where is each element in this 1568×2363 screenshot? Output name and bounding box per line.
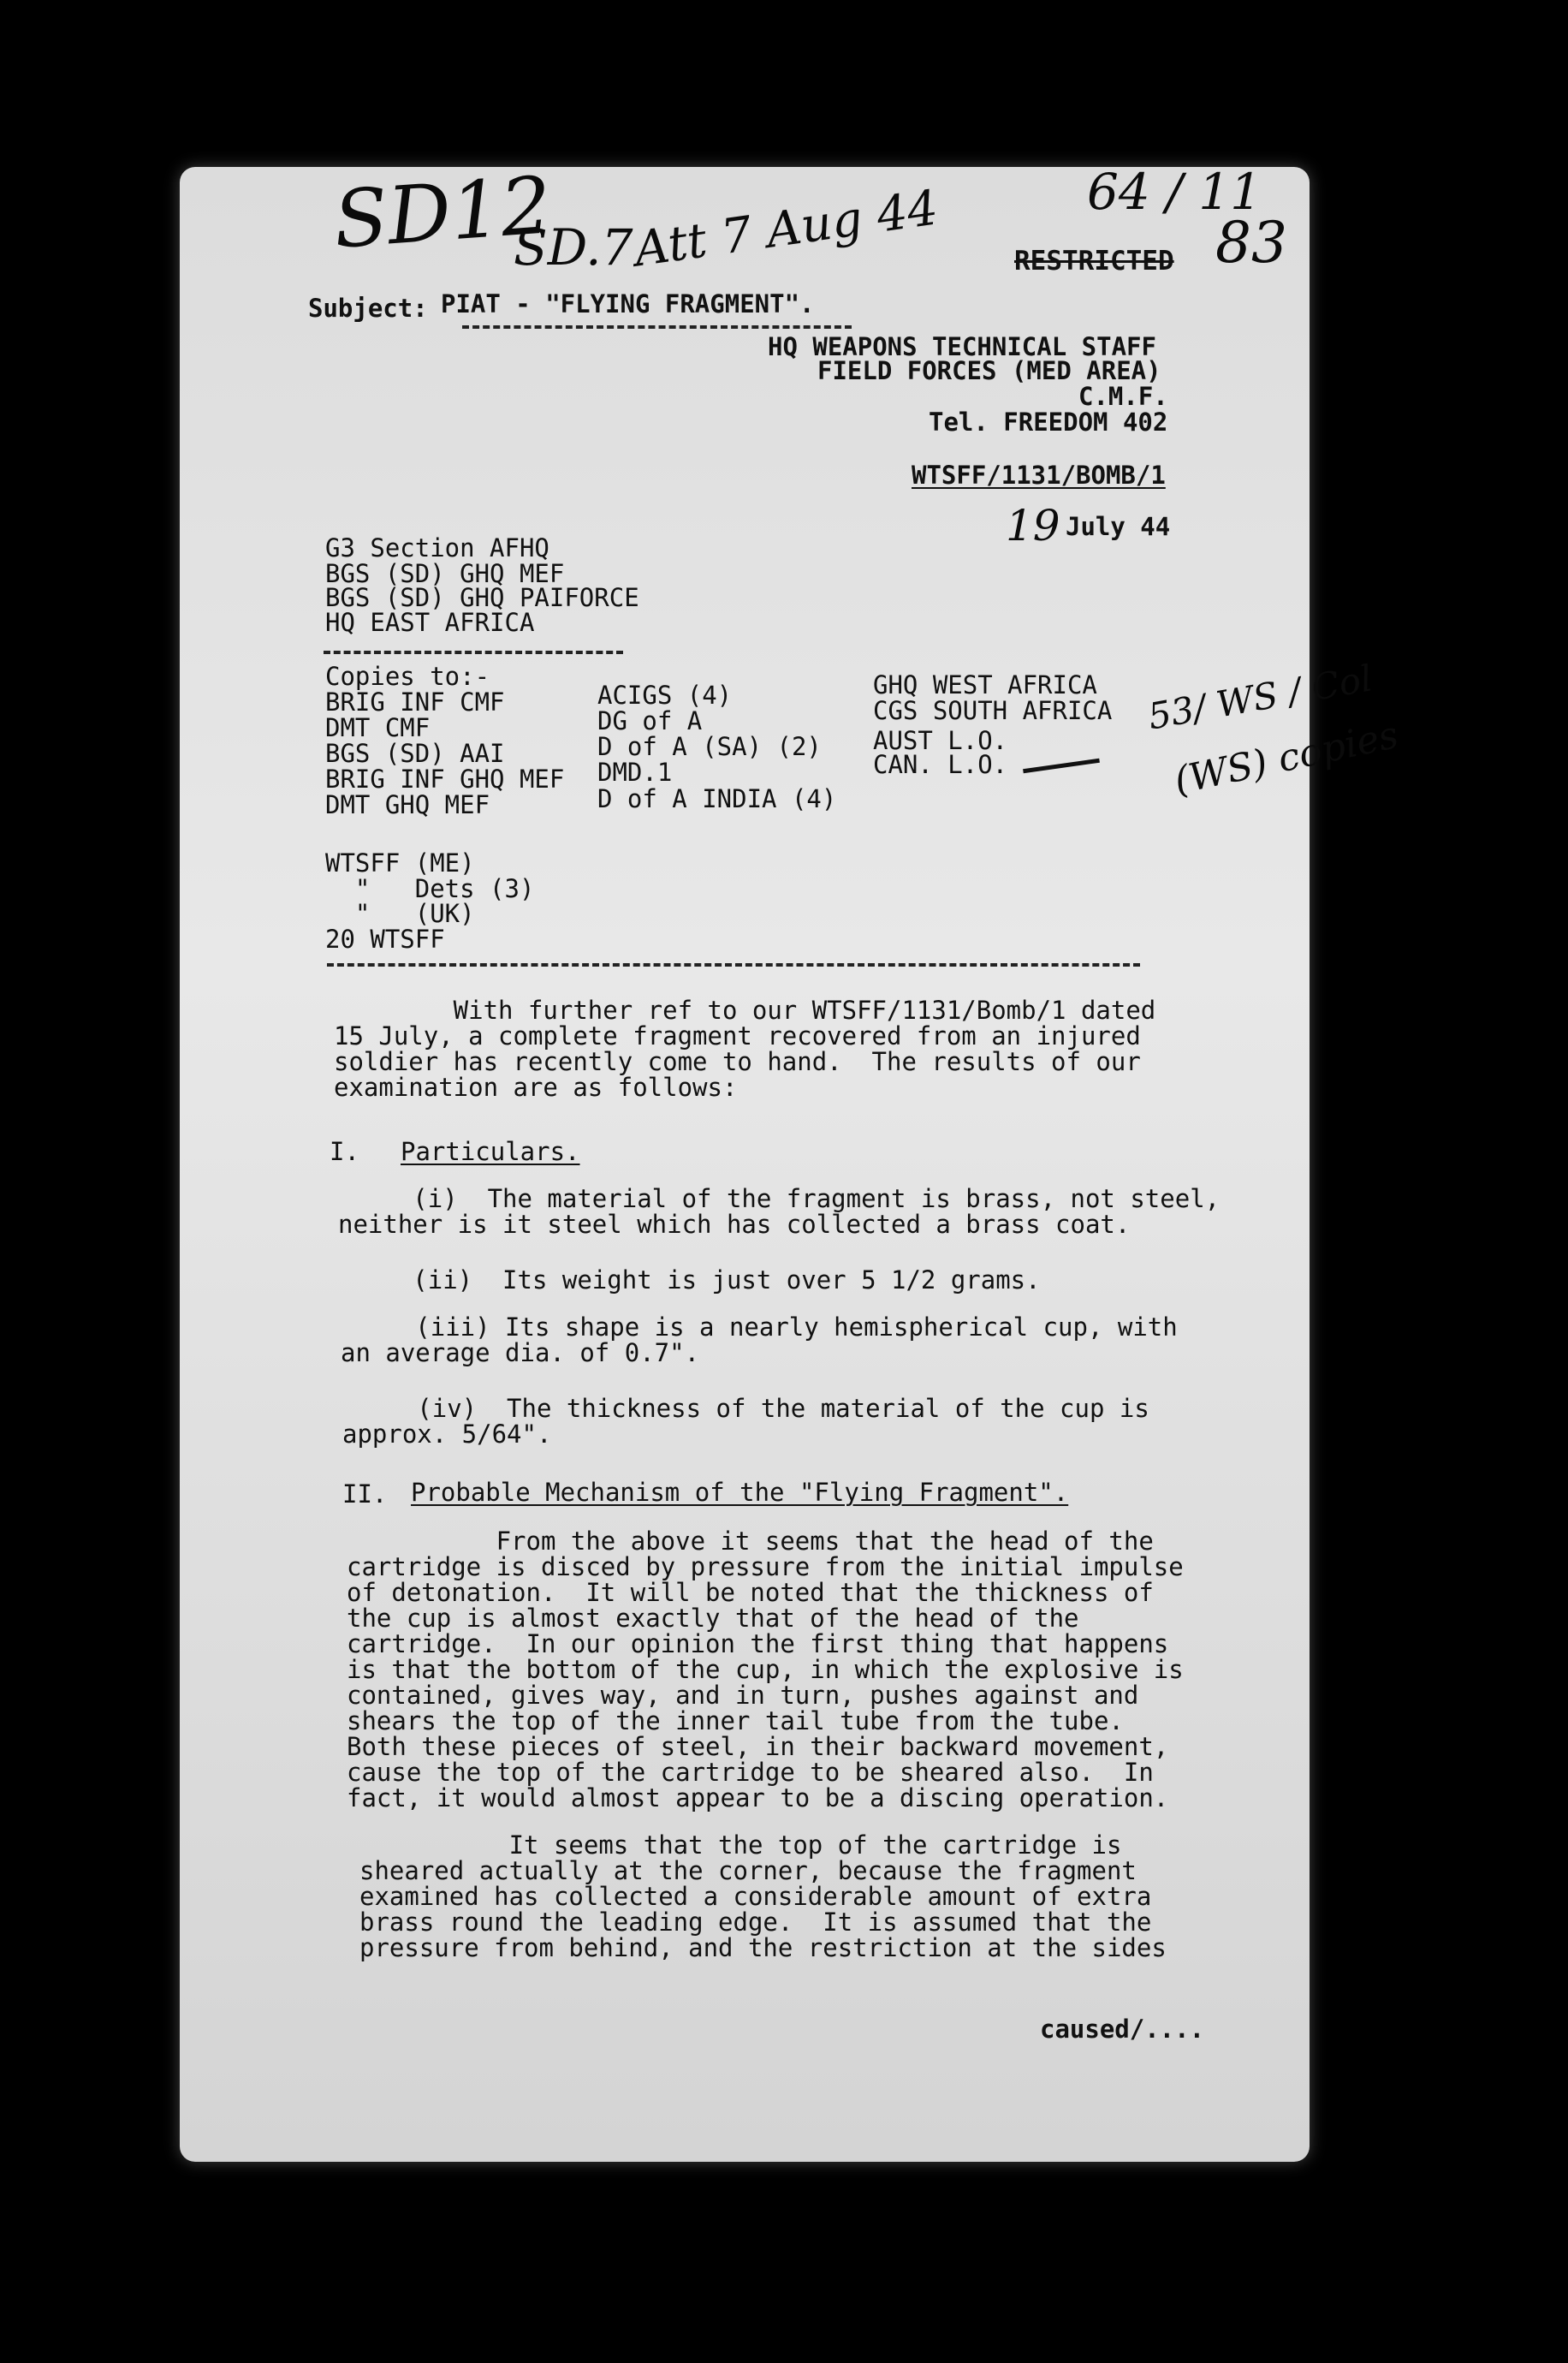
shearing-line: examined has collected a considerable amount of extra <box>359 1882 1152 1911</box>
section-2-number: II. <box>342 1479 388 1509</box>
internal-copy-1: WTSFF (ME) <box>325 848 475 878</box>
subject-title: PIAT - "FLYING FRAGMENT". <box>441 289 815 318</box>
section-1-title: Particulars. <box>401 1137 580 1166</box>
copies-col3-3: AUST L.O. <box>873 726 1008 755</box>
handwritten-day: 19 <box>1006 501 1060 551</box>
item-iv-line: approx. 5/64". <box>342 1420 552 1449</box>
item-iv <box>342 1396 1149 1447</box>
copies-label: Copies to:- <box>325 662 490 691</box>
item-i <box>338 1186 1220 1237</box>
copies-col1-1: BRIG INF CMF <box>325 687 505 717</box>
item-iii <box>341 1314 1178 1366</box>
item-iv-line: (iv) The thickness of the material of the cup is <box>342 1394 1149 1423</box>
mechanism-line: cause the top of the cartridge to be sheared also. In <box>347 1758 1154 1787</box>
document-date: July 44 <box>1066 512 1171 541</box>
subject-prefix: Subject: <box>308 294 428 323</box>
mechanism-line: cartridge. In our opinion the first thing that happens <box>347 1629 1169 1658</box>
addressee-4: HQ EAST AFRICA <box>325 608 535 637</box>
mechanism-line: From the above it seems that the head of the <box>347 1527 1154 1556</box>
continuation-marker: caused/.... <box>1040 2015 1205 2044</box>
addressee-2: BGS (SD) GHQ MEF <box>325 559 565 588</box>
shearing-line: pressure from behind, and the restriction at the sides <box>359 1933 1167 1962</box>
handwritten-ref-sd12: SD12 <box>330 159 555 266</box>
intro-line: 15 July, a complete fragment recovered from an injured <box>334 1021 1141 1051</box>
org-line-4: Tel. FREEDOM 402 <box>929 408 1168 437</box>
org-line-1: HQ WEAPONS TECHNICAL STAFF <box>768 332 1156 361</box>
mechanism-line: the cup is almost exactly that of the head of the <box>347 1604 1079 1633</box>
addressee-divider <box>324 651 623 654</box>
copies-col1-4: BRIG INF GHQ MEF <box>325 765 565 794</box>
shearing-paragraph <box>359 1832 1167 1961</box>
handwritten-ref-date: Att 7 Aug 44 <box>631 180 941 278</box>
copies-col1-2: DMT CMF <box>325 713 431 742</box>
item-ii: (ii) Its weight is just over 5 1/2 grams. <box>338 1265 1041 1295</box>
section-1-number: I. <box>330 1137 359 1166</box>
handwritten-file-number: 64 / 11 <box>1087 163 1262 221</box>
mechanism-line: shears the top of the inner tail tube from the tube. <box>347 1706 1124 1735</box>
addressee-1: G3 Section AFHQ <box>325 533 549 562</box>
copies-col3-2: CGS SOUTH AFRICA <box>873 696 1113 725</box>
item-i-line: (i) The material of the fragment is brass, not steel, <box>338 1184 1221 1213</box>
section-2-title: Probable Mechanism of the "Flying Fragment". <box>411 1478 1069 1507</box>
intro-line: With further ref to our WTSFF/1131/Bomb/1 dated <box>334 996 1156 1025</box>
intro-line: examination are as follows: <box>334 1073 738 1102</box>
org-line-3: C.M.F. <box>1078 382 1168 411</box>
mechanism-line: contained, gives way, and in turn, pushes against and <box>347 1681 1139 1710</box>
mechanism-paragraph <box>347 1528 1184 1811</box>
mechanism-line: fact, it would almost appear to be a discing operation. <box>347 1783 1169 1812</box>
handwritten-margin-note: 53/ WS / Col <box>1144 657 1375 738</box>
addressee-3: BGS (SD) GHQ PAIFORCE <box>325 583 639 612</box>
mechanism-line: of detonation. It will be noted that the thickness of <box>347 1578 1154 1607</box>
copies-col1-3: BGS (SD) AAI <box>325 739 505 768</box>
mechanism-line: cartridge is disced by pressure from the initial impulse <box>347 1552 1184 1581</box>
org-line-2: FIELD FORCES (MED AREA) <box>817 356 1161 385</box>
copies-col2-1: ACIGS (4) <box>597 681 733 710</box>
handwritten-margin-note-2: (WS) copies <box>1170 712 1403 804</box>
copies-col3-1: GHQ WEST AFRICA <box>873 670 1097 699</box>
shearing-line: It seems that the top of the cartridge is <box>359 1830 1122 1860</box>
shearing-line: sheared actually at the corner, because the fragment <box>359 1856 1137 1885</box>
copies-col2-2: DG of A <box>597 706 703 735</box>
internal-copy-3: " (UK) <box>325 899 475 928</box>
shearing-line: brass round the leading edge. It is assumed that the <box>359 1908 1152 1937</box>
internal-copy-4: 20 WTSFF <box>325 925 445 954</box>
handwritten-folio-number: 83 <box>1215 210 1287 276</box>
copies-col2-5: D of A INDIA (4) <box>597 784 837 813</box>
subject-underline <box>462 325 852 329</box>
mechanism-line: Both these pieces of steel, in their backward movement, <box>347 1732 1169 1761</box>
mechanism-line: is that the bottom of the cup, in which the explosive is <box>347 1655 1184 1684</box>
internal-copy-2: " Dets (3) <box>325 874 535 903</box>
handwritten-ref-sd7: SD.7 <box>514 218 633 277</box>
item-i-line: neither is it steel which has collected a brass coat. <box>338 1210 1131 1239</box>
reference-number: WTSFF/1131/BOMB/1 <box>912 461 1166 490</box>
item-iii-line: (iii) Its shape is a nearly hemispherical cup, with <box>341 1312 1178 1342</box>
copies-divider <box>327 963 1140 967</box>
classification-marking: RESTRICTED <box>1014 246 1174 277</box>
copies-col2-4: DMD.1 <box>597 758 673 787</box>
copies-col1-5: DMT GHQ MEF <box>325 790 490 819</box>
item-iii-line: an average dia. of 0.7". <box>341 1338 700 1367</box>
intro-paragraph <box>334 997 1155 1100</box>
copies-col2-3: D of A (SA) (2) <box>597 732 822 761</box>
intro-line: soldier has recently come to hand. The results of our <box>334 1047 1141 1076</box>
copies-col3-4: CAN. L.O. <box>873 750 1008 779</box>
